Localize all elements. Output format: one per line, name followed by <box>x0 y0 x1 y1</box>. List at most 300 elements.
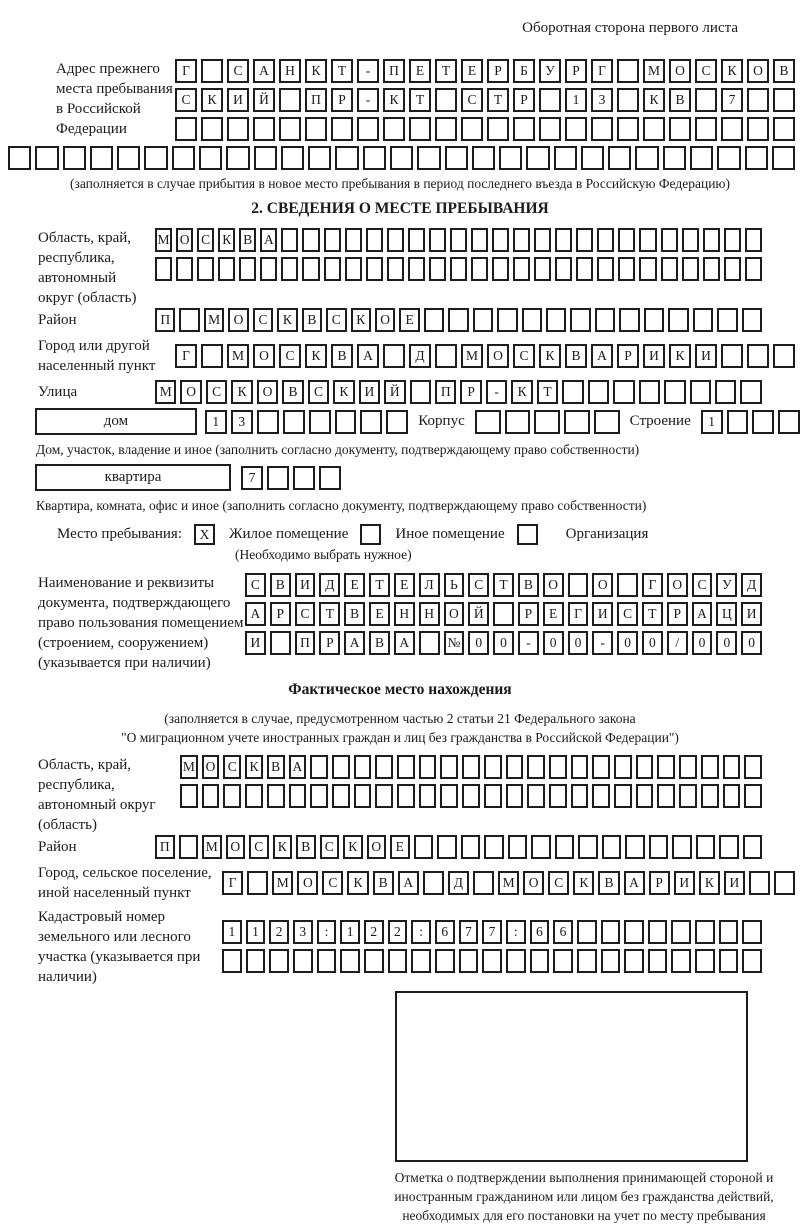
char-cell[interactable]: О <box>592 573 613 597</box>
char-cell[interactable]: В <box>369 631 390 655</box>
char-cell[interactable] <box>354 755 372 779</box>
char-cell[interactable]: К <box>347 871 368 895</box>
char-cell[interactable] <box>357 117 379 141</box>
char-cell[interactable] <box>435 117 457 141</box>
char-cell[interactable] <box>597 228 614 252</box>
char-cell[interactable] <box>222 949 242 973</box>
char-cell[interactable] <box>497 308 517 332</box>
char-cell[interactable] <box>506 755 524 779</box>
char-cell[interactable] <box>281 146 304 170</box>
char-cell[interactable] <box>522 308 542 332</box>
char-cell[interactable]: О <box>202 755 220 779</box>
char-cell[interactable] <box>608 146 631 170</box>
char-cell[interactable] <box>724 228 741 252</box>
char-cell[interactable] <box>614 784 632 808</box>
char-cell[interactable]: 1 <box>701 410 723 434</box>
char-cell[interactable]: 0 <box>617 631 638 655</box>
char-cell[interactable]: О <box>444 602 465 626</box>
char-cell[interactable]: У <box>539 59 561 83</box>
char-cell[interactable]: А <box>260 228 277 252</box>
char-cell[interactable]: 6 <box>553 920 573 944</box>
char-cell[interactable]: Р <box>667 602 688 626</box>
char-cell[interactable]: 1 <box>205 410 227 434</box>
char-cell[interactable] <box>226 146 249 170</box>
char-cell[interactable] <box>269 949 289 973</box>
char-cell[interactable] <box>721 117 743 141</box>
char-cell[interactable] <box>117 146 140 170</box>
char-cell[interactable]: О <box>367 835 387 859</box>
char-cell[interactable] <box>293 949 313 973</box>
char-cell[interactable] <box>749 871 770 895</box>
char-cell[interactable]: А <box>245 602 266 626</box>
char-cell[interactable] <box>570 308 590 332</box>
char-cell[interactable]: И <box>359 380 380 404</box>
char-cell[interactable]: Д <box>409 344 431 368</box>
char-cell[interactable]: И <box>295 573 316 597</box>
char-cell[interactable]: 3 <box>293 920 313 944</box>
char-cell[interactable] <box>360 410 382 434</box>
char-cell[interactable] <box>664 380 685 404</box>
char-cell[interactable]: Ц <box>716 602 737 626</box>
char-cell[interactable] <box>267 466 289 490</box>
char-cell[interactable]: С <box>227 59 249 83</box>
char-cell[interactable] <box>513 228 530 252</box>
char-cell[interactable] <box>175 117 197 141</box>
char-cell[interactable]: О <box>487 344 509 368</box>
char-cell[interactable] <box>223 784 241 808</box>
char-cell[interactable] <box>723 784 741 808</box>
char-cell[interactable]: С <box>249 835 269 859</box>
char-cell[interactable]: В <box>302 308 322 332</box>
char-cell[interactable] <box>218 257 235 281</box>
char-cell[interactable]: В <box>373 871 394 895</box>
char-cell[interactable]: О <box>523 871 544 895</box>
char-cell[interactable] <box>577 949 597 973</box>
char-cell[interactable]: С <box>695 59 717 83</box>
char-cell[interactable] <box>506 949 526 973</box>
char-cell[interactable] <box>595 308 615 332</box>
char-cell[interactable] <box>419 755 437 779</box>
char-cell[interactable] <box>332 755 350 779</box>
char-cell[interactable] <box>554 146 577 170</box>
char-cell[interactable] <box>715 380 736 404</box>
char-cell[interactable]: Й <box>384 380 405 404</box>
char-cell[interactable] <box>375 784 393 808</box>
char-cell[interactable]: Г <box>222 871 243 895</box>
char-cell[interactable] <box>571 784 589 808</box>
char-cell[interactable] <box>411 949 431 973</box>
char-cell[interactable] <box>408 257 425 281</box>
char-cell[interactable]: 1 <box>222 920 242 944</box>
char-cell[interactable] <box>505 410 531 434</box>
char-cell[interactable] <box>354 784 372 808</box>
char-cell[interactable] <box>90 146 113 170</box>
char-cell[interactable] <box>639 257 656 281</box>
char-cell[interactable] <box>423 871 444 895</box>
char-cell[interactable]: С <box>692 573 713 597</box>
char-cell[interactable]: 2 <box>269 920 289 944</box>
char-cell[interactable] <box>267 784 285 808</box>
char-cell[interactable] <box>568 573 589 597</box>
char-cell[interactable]: В <box>598 871 619 895</box>
char-cell[interactable] <box>245 784 263 808</box>
char-cell[interactable] <box>717 308 737 332</box>
char-cell[interactable]: 0 <box>543 631 564 655</box>
char-cell[interactable]: 6 <box>435 920 455 944</box>
char-cell[interactable] <box>366 257 383 281</box>
char-cell[interactable]: Т <box>537 380 558 404</box>
char-cell[interactable] <box>617 88 639 112</box>
char-cell[interactable] <box>534 410 560 434</box>
char-cell[interactable] <box>199 146 222 170</box>
char-cell[interactable] <box>473 871 494 895</box>
char-cell[interactable] <box>564 410 590 434</box>
char-cell[interactable]: № <box>444 631 465 655</box>
char-cell[interactable]: К <box>669 344 691 368</box>
char-cell[interactable]: Т <box>493 573 514 597</box>
char-cell[interactable] <box>176 257 193 281</box>
char-cell[interactable]: Р <box>649 871 670 895</box>
char-cell[interactable] <box>445 146 468 170</box>
char-cell[interactable] <box>201 344 223 368</box>
char-cell[interactable] <box>471 257 488 281</box>
char-cell[interactable] <box>310 755 328 779</box>
char-cell[interactable] <box>743 835 763 859</box>
char-cell[interactable] <box>487 117 509 141</box>
char-cell[interactable]: Т <box>319 602 340 626</box>
char-cell[interactable]: К <box>273 835 293 859</box>
char-cell[interactable] <box>437 835 457 859</box>
char-cell[interactable]: 2 <box>388 920 408 944</box>
char-cell[interactable]: 0 <box>568 631 589 655</box>
char-cell[interactable]: К <box>511 380 532 404</box>
char-cell[interactable] <box>387 228 404 252</box>
char-cell[interactable]: С <box>308 380 329 404</box>
char-cell[interactable] <box>701 755 719 779</box>
char-cell[interactable]: Й <box>468 602 489 626</box>
char-cell[interactable] <box>462 784 480 808</box>
char-cell[interactable]: И <box>695 344 717 368</box>
char-cell[interactable] <box>690 146 713 170</box>
char-cell[interactable]: К <box>201 88 223 112</box>
char-cell[interactable] <box>601 920 621 944</box>
char-cell[interactable] <box>555 228 572 252</box>
char-cell[interactable]: Р <box>565 59 587 83</box>
char-cell[interactable] <box>747 117 769 141</box>
char-cell[interactable] <box>279 88 301 112</box>
char-cell[interactable]: Л <box>419 573 440 597</box>
other-premises-checkbox[interactable] <box>360 524 381 545</box>
char-cell[interactable]: К <box>343 835 363 859</box>
char-cell[interactable] <box>534 257 551 281</box>
char-cell[interactable] <box>459 949 479 973</box>
char-cell[interactable] <box>408 228 425 252</box>
char-cell[interactable]: С <box>322 871 343 895</box>
char-cell[interactable] <box>419 631 440 655</box>
char-cell[interactable] <box>448 308 468 332</box>
char-cell[interactable] <box>450 228 467 252</box>
char-cell[interactable]: М <box>204 308 224 332</box>
char-cell[interactable]: К <box>245 755 263 779</box>
char-cell[interactable] <box>747 344 769 368</box>
char-cell[interactable] <box>719 835 739 859</box>
char-cell[interactable] <box>745 146 768 170</box>
char-cell[interactable] <box>643 117 665 141</box>
char-cell[interactable] <box>695 117 717 141</box>
char-cell[interactable] <box>682 228 699 252</box>
char-cell[interactable] <box>527 755 545 779</box>
char-cell[interactable] <box>345 228 362 252</box>
char-cell[interactable]: Г <box>568 602 589 626</box>
char-cell[interactable] <box>289 784 307 808</box>
char-cell[interactable]: С <box>461 88 483 112</box>
char-cell[interactable]: К <box>699 871 720 895</box>
char-cell[interactable] <box>601 949 621 973</box>
char-cell[interactable] <box>179 835 199 859</box>
char-cell[interactable]: А <box>394 631 415 655</box>
char-cell[interactable] <box>526 146 549 170</box>
char-cell[interactable]: О <box>669 59 691 83</box>
char-cell[interactable]: Р <box>331 88 353 112</box>
char-cell[interactable]: М <box>155 380 176 404</box>
char-cell[interactable] <box>324 228 341 252</box>
char-cell[interactable]: К <box>305 344 327 368</box>
char-cell[interactable]: О <box>667 573 688 597</box>
char-cell[interactable]: К <box>218 228 235 252</box>
char-cell[interactable]: Е <box>390 835 410 859</box>
char-cell[interactable]: П <box>155 835 175 859</box>
char-cell[interactable]: Т <box>409 88 431 112</box>
char-cell[interactable]: С <box>468 573 489 597</box>
char-cell[interactable] <box>618 228 635 252</box>
char-cell[interactable]: М <box>180 755 198 779</box>
char-cell[interactable]: М <box>155 228 172 252</box>
char-cell[interactable]: С <box>245 573 266 597</box>
char-cell[interactable]: К <box>305 59 327 83</box>
char-cell[interactable]: М <box>202 835 222 859</box>
char-cell[interactable] <box>179 308 199 332</box>
char-cell[interactable] <box>613 380 634 404</box>
char-cell[interactable] <box>531 835 551 859</box>
char-cell[interactable]: Н <box>394 602 415 626</box>
char-cell[interactable] <box>618 257 635 281</box>
char-cell[interactable] <box>172 146 195 170</box>
char-cell[interactable]: И <box>674 871 695 895</box>
char-cell[interactable]: М <box>272 871 293 895</box>
char-cell[interactable] <box>661 257 678 281</box>
char-cell[interactable]: И <box>245 631 266 655</box>
char-cell[interactable] <box>773 117 795 141</box>
char-cell[interactable] <box>644 308 664 332</box>
organization-checkbox[interactable] <box>517 524 538 545</box>
char-cell[interactable]: С <box>326 308 346 332</box>
char-cell[interactable]: Е <box>409 59 431 83</box>
char-cell[interactable] <box>669 117 691 141</box>
char-cell[interactable]: : <box>506 920 526 944</box>
char-cell[interactable] <box>624 949 644 973</box>
char-cell[interactable]: О <box>176 228 193 252</box>
char-cell[interactable] <box>774 871 795 895</box>
char-cell[interactable]: А <box>624 871 645 895</box>
char-cell[interactable] <box>773 88 795 112</box>
char-cell[interactable]: О <box>180 380 201 404</box>
char-cell[interactable]: К <box>351 308 371 332</box>
char-cell[interactable] <box>672 835 692 859</box>
char-cell[interactable]: А <box>357 344 379 368</box>
char-cell[interactable] <box>546 308 566 332</box>
char-cell[interactable] <box>695 88 717 112</box>
char-cell[interactable]: У <box>716 573 737 597</box>
char-cell[interactable]: К <box>573 871 594 895</box>
char-cell[interactable] <box>721 344 743 368</box>
char-cell[interactable] <box>332 784 350 808</box>
char-cell[interactable] <box>461 117 483 141</box>
char-cell[interactable]: Н <box>279 59 301 83</box>
char-cell[interactable] <box>636 755 654 779</box>
char-cell[interactable] <box>742 949 762 973</box>
char-cell[interactable]: 3 <box>231 410 253 434</box>
char-cell[interactable] <box>484 784 502 808</box>
char-cell[interactable] <box>254 146 277 170</box>
char-cell[interactable]: Й <box>253 88 275 112</box>
char-cell[interactable] <box>617 59 639 83</box>
char-cell[interactable]: 1 <box>340 920 360 944</box>
char-cell[interactable] <box>555 257 572 281</box>
char-cell[interactable] <box>324 257 341 281</box>
char-cell[interactable]: 7 <box>241 466 263 490</box>
char-cell[interactable]: Н <box>419 602 440 626</box>
char-cell[interactable] <box>576 257 593 281</box>
char-cell[interactable] <box>657 755 675 779</box>
char-cell[interactable] <box>440 784 458 808</box>
char-cell[interactable]: И <box>643 344 665 368</box>
char-cell[interactable]: Р <box>270 602 291 626</box>
char-cell[interactable] <box>747 88 769 112</box>
char-cell[interactable]: О <box>228 308 248 332</box>
char-cell[interactable]: С <box>197 228 214 252</box>
char-cell[interactable] <box>387 257 404 281</box>
char-cell[interactable]: Е <box>344 573 365 597</box>
char-cell[interactable]: М <box>461 344 483 368</box>
char-cell[interactable] <box>383 117 405 141</box>
char-cell[interactable]: А <box>591 344 613 368</box>
char-cell[interactable] <box>293 466 315 490</box>
char-cell[interactable] <box>364 949 384 973</box>
char-cell[interactable] <box>742 308 762 332</box>
char-cell[interactable] <box>473 308 493 332</box>
char-cell[interactable] <box>410 380 431 404</box>
char-cell[interactable]: Е <box>543 602 564 626</box>
char-cell[interactable]: С <box>279 344 301 368</box>
char-cell[interactable] <box>723 755 741 779</box>
char-cell[interactable] <box>772 146 795 170</box>
char-cell[interactable]: - <box>592 631 613 655</box>
char-cell[interactable] <box>429 257 446 281</box>
char-cell[interactable] <box>693 308 713 332</box>
char-cell[interactable] <box>617 573 638 597</box>
char-cell[interactable] <box>648 920 668 944</box>
char-cell[interactable]: / <box>667 631 688 655</box>
char-cell[interactable] <box>581 146 604 170</box>
char-cell[interactable] <box>283 410 305 434</box>
char-cell[interactable] <box>679 784 697 808</box>
char-cell[interactable]: Т <box>642 602 663 626</box>
char-cell[interactable]: О <box>375 308 395 332</box>
char-cell[interactable] <box>484 835 504 859</box>
char-cell[interactable] <box>429 228 446 252</box>
char-cell[interactable]: П <box>155 308 175 332</box>
char-cell[interactable]: В <box>296 835 316 859</box>
char-cell[interactable] <box>578 835 598 859</box>
char-cell[interactable] <box>281 228 298 252</box>
char-cell[interactable]: П <box>383 59 405 83</box>
char-cell[interactable] <box>671 920 691 944</box>
char-cell[interactable] <box>340 949 360 973</box>
char-cell[interactable] <box>513 117 535 141</box>
residential-checkbox[interactable]: X <box>194 524 215 545</box>
char-cell[interactable] <box>553 949 573 973</box>
char-cell[interactable]: В <box>331 344 353 368</box>
char-cell[interactable]: 3 <box>591 88 613 112</box>
char-cell[interactable]: С <box>253 308 273 332</box>
apartment-type-box[interactable]: квартира <box>35 464 231 491</box>
char-cell[interactable]: А <box>289 755 307 779</box>
char-cell[interactable]: К <box>383 88 405 112</box>
char-cell[interactable] <box>386 410 408 434</box>
char-cell[interactable] <box>227 117 249 141</box>
char-cell[interactable]: Р <box>617 344 639 368</box>
char-cell[interactable] <box>648 949 668 973</box>
char-cell[interactable]: К <box>721 59 743 83</box>
char-cell[interactable]: Г <box>591 59 613 83</box>
char-cell[interactable] <box>745 228 762 252</box>
char-cell[interactable]: М <box>498 871 519 895</box>
char-cell[interactable]: С <box>223 755 241 779</box>
char-cell[interactable]: В <box>344 602 365 626</box>
char-cell[interactable] <box>202 784 220 808</box>
char-cell[interactable]: Т <box>331 59 353 83</box>
char-cell[interactable]: Е <box>394 573 415 597</box>
char-cell[interactable] <box>625 835 645 859</box>
char-cell[interactable]: Е <box>399 308 419 332</box>
char-cell[interactable] <box>619 308 639 332</box>
char-cell[interactable] <box>482 949 502 973</box>
char-cell[interactable]: С <box>617 602 638 626</box>
char-cell[interactable]: В <box>282 380 303 404</box>
char-cell[interactable] <box>310 784 328 808</box>
char-cell[interactable]: Р <box>518 602 539 626</box>
char-cell[interactable] <box>419 784 437 808</box>
char-cell[interactable] <box>363 146 386 170</box>
char-cell[interactable] <box>302 228 319 252</box>
char-cell[interactable] <box>375 755 393 779</box>
char-cell[interactable] <box>549 784 567 808</box>
char-cell[interactable] <box>506 784 524 808</box>
char-cell[interactable]: П <box>305 88 327 112</box>
char-cell[interactable]: О <box>747 59 769 83</box>
char-cell[interactable] <box>695 949 715 973</box>
char-cell[interactable] <box>539 88 561 112</box>
char-cell[interactable]: : <box>411 920 431 944</box>
char-cell[interactable] <box>679 755 697 779</box>
char-cell[interactable] <box>719 920 739 944</box>
char-cell[interactable]: К <box>333 380 354 404</box>
char-cell[interactable]: Г <box>642 573 663 597</box>
char-cell[interactable] <box>534 228 551 252</box>
char-cell[interactable] <box>397 784 415 808</box>
char-cell[interactable] <box>253 117 275 141</box>
char-cell[interactable]: Г <box>175 344 197 368</box>
